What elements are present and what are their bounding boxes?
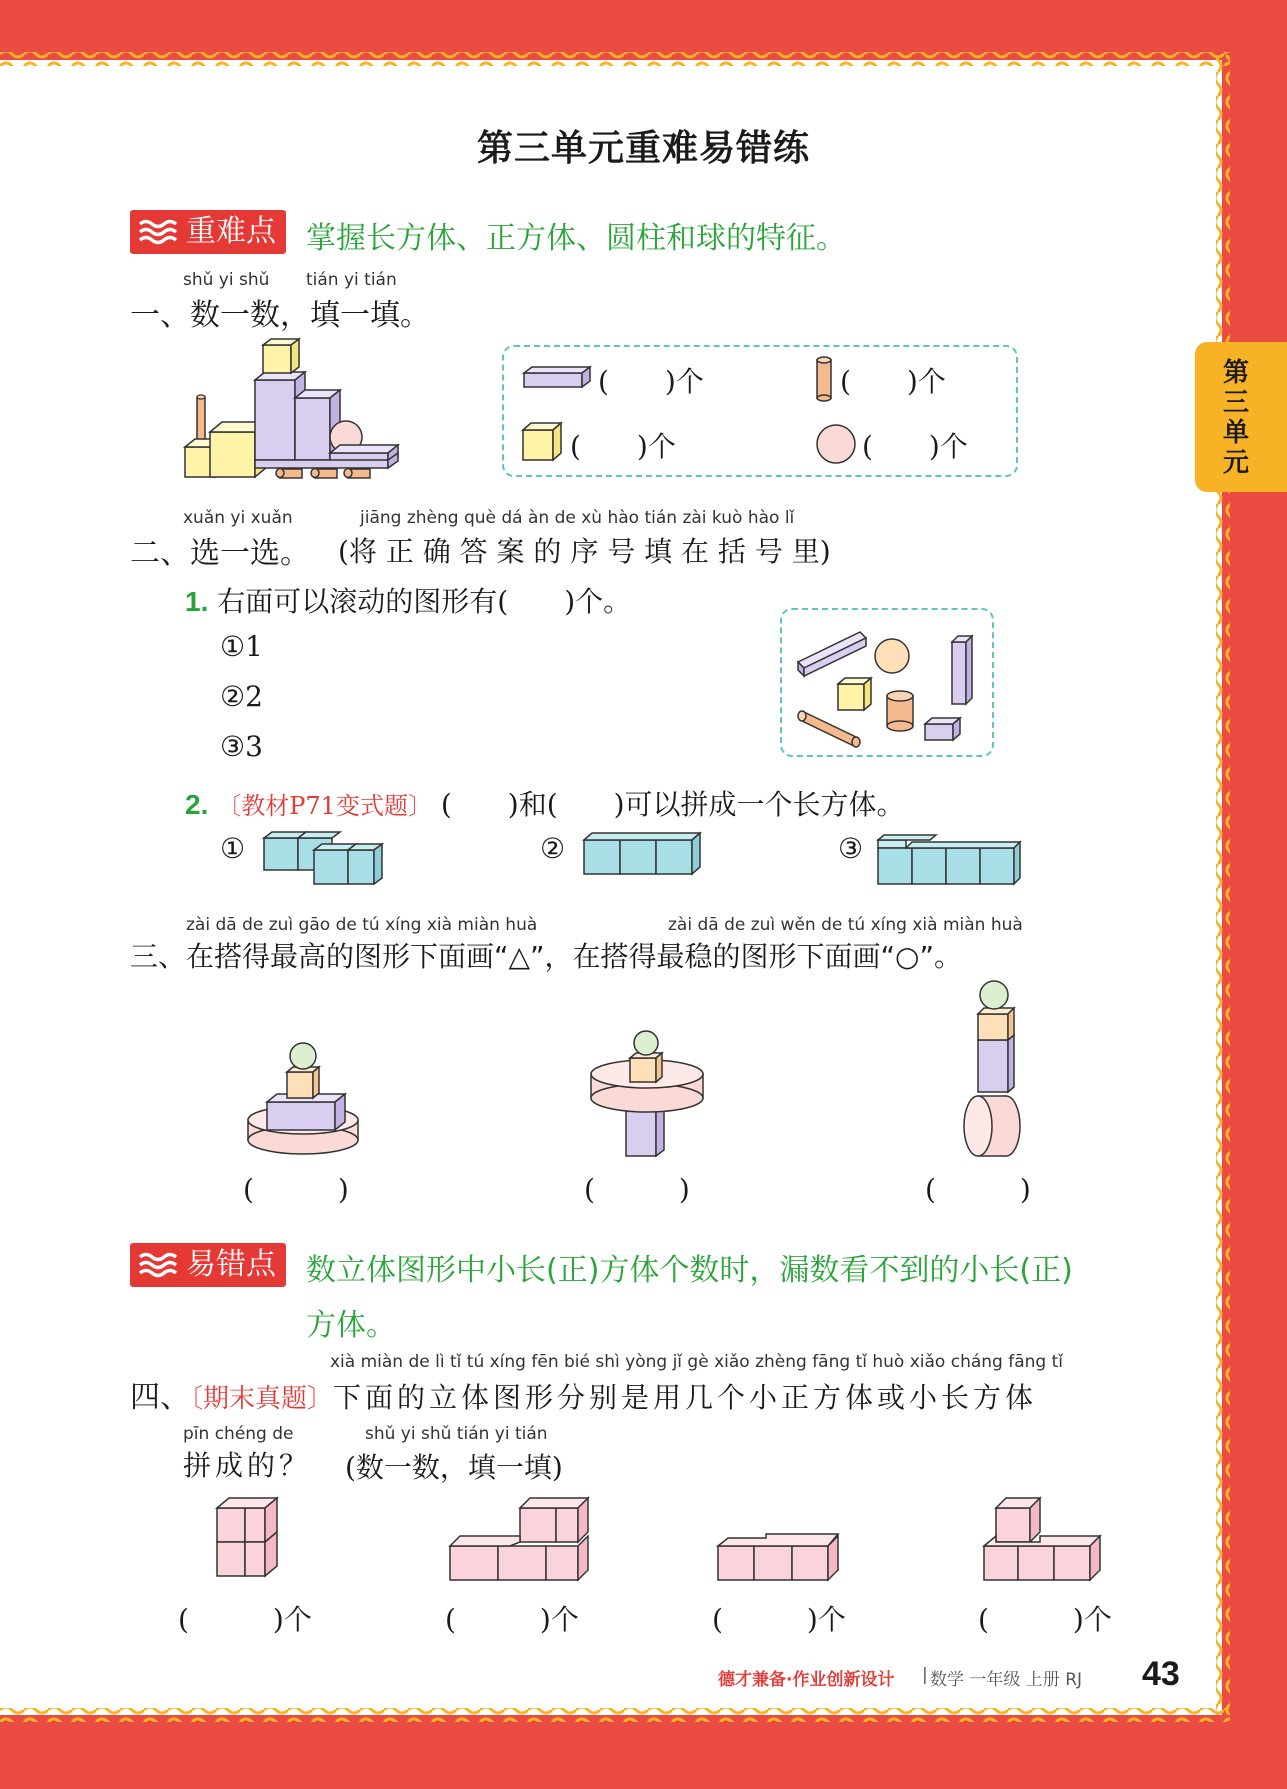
q3-answer-3[interactable]: ( ) bbox=[925, 1173, 1031, 1206]
q2-sub1 bbox=[185, 580, 631, 620]
q2-sub2-text: ( )和( )可以拼成一个长方体。 bbox=[440, 788, 905, 821]
q4-pinyin-a: xià miàn de lì tǐ tú xíng fēn bié shì yòng jǐ gè xiǎo zhèng fāng tǐ huò xiǎo cháng fāng tǐ bbox=[330, 1352, 1063, 1372]
q2-shapes-figure bbox=[790, 612, 985, 750]
q1-blank-sphere[interactable]: ( )个 bbox=[862, 430, 968, 463]
error-point-text-line2: 方体。 bbox=[306, 1308, 396, 1343]
wave-lines-icon bbox=[138, 1252, 178, 1278]
q2-choice-2-label[interactable]: ② bbox=[540, 832, 566, 865]
q2-choice-1-label[interactable]: ① bbox=[220, 832, 246, 865]
q4-title-main: 下面的立体图形分别是用几个小正方体或小长方体 bbox=[333, 1381, 1038, 1414]
q3-answer-2[interactable]: ( ) bbox=[584, 1173, 690, 1206]
q2-option-1[interactable]: ①1 bbox=[220, 630, 263, 663]
page-number: 43 bbox=[1142, 1655, 1180, 1693]
q4-answer-2[interactable]: ( )个 bbox=[445, 1603, 579, 1636]
q1-blank-cylinder[interactable]: ( )个 bbox=[840, 365, 946, 398]
q1-stacked-shapes-figure bbox=[180, 335, 405, 485]
q2-title-note: (将 正 确 答 案 的 序 号 填 在 括 号 里) bbox=[338, 535, 831, 568]
q2-sub2-number: 2. bbox=[185, 789, 209, 820]
q2-pinyin-a: xuǎn yi xuǎn bbox=[183, 508, 293, 528]
sphere-icon bbox=[814, 422, 858, 466]
footer-brand: 德才兼备·作业创新设计 bbox=[718, 1670, 895, 1690]
q4-answer-1[interactable]: ( )个 bbox=[178, 1603, 312, 1636]
q1-title: 一、数一数，填一填。 bbox=[130, 298, 430, 333]
q4-source: 〔期末真题〕 bbox=[190, 1384, 334, 1414]
q4-title-note: (数一数，填一填) bbox=[345, 1451, 563, 1484]
q2-choice-3-figure bbox=[876, 830, 1032, 890]
q4-figure-2 bbox=[448, 1494, 598, 1584]
key-point-label: 重难点 bbox=[186, 214, 276, 249]
wave-lines-icon bbox=[138, 219, 178, 245]
footer-divider: | bbox=[922, 1665, 928, 1685]
q4-answer-3[interactable]: ( )个 bbox=[712, 1603, 846, 1636]
cube-icon bbox=[520, 420, 566, 464]
error-point-tag bbox=[130, 1243, 286, 1287]
q4-title-line2: 拼成的？ bbox=[183, 1449, 312, 1482]
q2-sub2-source: 〔教材P71变式题〕 bbox=[217, 792, 432, 820]
q4-pinyin-c: shǔ yi shǔ tián yi tián bbox=[365, 1424, 548, 1444]
key-point-text: 掌握长方体、正方体、圆柱和球的特征。 bbox=[306, 221, 846, 256]
q3-figure-1 bbox=[245, 1040, 365, 1160]
page-title: 第三单元重难易错练 bbox=[476, 128, 810, 169]
q4-pinyin-b: pīn chéng de bbox=[183, 1424, 294, 1444]
q1-pinyin-a: shǔ yi shǔ bbox=[183, 270, 270, 290]
q4-figure-4 bbox=[982, 1494, 1114, 1586]
q2-pinyin-b: jiāng zhèng què dá àn de xù hào tián zài kuò hào lǐ bbox=[360, 508, 795, 528]
q2-choice-1-figure bbox=[262, 828, 384, 888]
q3-pinyin-a: zài dā de zuì gāo de tú xíng xià miàn huà bbox=[186, 915, 538, 935]
q2-sub2 bbox=[185, 783, 905, 823]
q1-blank-cuboid[interactable]: ( )个 bbox=[598, 365, 704, 398]
q3-figure-2 bbox=[588, 1030, 708, 1160]
q3-title: 三、在搭得最高的图形下面画“△”，在搭得最稳的图形下面画“○”。 bbox=[130, 940, 962, 973]
cylinder-icon bbox=[813, 355, 835, 403]
cuboid-icon bbox=[522, 365, 594, 391]
q3-figure-3 bbox=[958, 978, 1028, 1163]
q1-blank-cube[interactable]: ( )个 bbox=[570, 430, 676, 463]
unit-side-tab bbox=[1195, 342, 1287, 492]
q2-option-3[interactable]: ③3 bbox=[220, 730, 263, 763]
q2-option-2[interactable]: ②2 bbox=[220, 680, 263, 713]
q2-choice-3-label[interactable]: ③ bbox=[838, 832, 864, 865]
q2-choice-2-figure bbox=[582, 830, 704, 878]
error-point-label: 易错点 bbox=[186, 1247, 276, 1282]
key-point-tag bbox=[130, 210, 286, 254]
q4-title-prefix: 四、 bbox=[130, 1380, 190, 1415]
q2-sub1-number: 1. bbox=[185, 586, 209, 617]
q4-title bbox=[130, 1372, 1037, 1416]
side-tab-label: 第三单元 bbox=[1223, 358, 1250, 478]
q2-sub1-text: 右面可以滚动的图形有( )个。 bbox=[217, 585, 632, 618]
q1-pinyin-b: tián yi tián bbox=[306, 270, 397, 290]
q3-pinyin-b: zài dā de zuì wěn de tú xíng xià miàn huà bbox=[668, 915, 1023, 935]
q2-title: 二、选一选。 bbox=[130, 536, 310, 571]
footer-info: 数学 一年级 上册 RJ bbox=[930, 1670, 1083, 1690]
error-point-text-line1: 数立体图形中小长(正)方体个数时，漏数看不到的小长(正) bbox=[306, 1253, 1073, 1288]
q4-answer-4[interactable]: ( )个 bbox=[978, 1603, 1112, 1636]
q3-answer-1[interactable]: ( ) bbox=[243, 1173, 349, 1206]
q4-figure-3 bbox=[716, 1524, 848, 1584]
q4-figure-1 bbox=[215, 1494, 285, 1584]
